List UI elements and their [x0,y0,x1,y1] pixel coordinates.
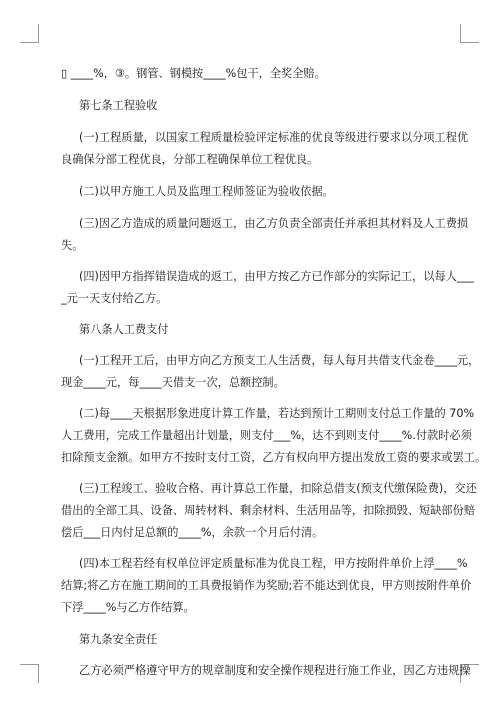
crop-mark-top-right [460,24,479,43]
paragraph-line: 扣除预支金额。如甲方不按时支付工资，乙方有权向甲方提出发放工资的要求或罢工。 [61,451,487,464]
paragraph-line: (四)本工程若经有权单位评定质量标准为优良工程，甲方按附件单价上浮____% [79,557,468,570]
crop-mark-bottom-left [20,664,39,683]
paragraph-line: (三)工程竣工、验收合格、再计算总工作量，扣除总借支(预支代缴保险费)，交还 [79,482,477,495]
paragraph-line: (四)因甲方指挥错误造成的返工，由甲方按乙方已作部分的实际记工，以每人___ [79,270,474,283]
paragraph-line: 结算;将乙方在施工期间的工具费报销作为奖励;若不能达到优良，甲方则按附件单价 [61,579,472,592]
paragraph-line: 借出的全部工具、设备、周转材料、剩余材料、生活用品等，扣除损毁、短缺部份赔 [61,504,475,517]
paragraph-line: (一)工程质量，以国家工程质量检验评定标准的优良等级进行要求以分项工程优 [79,131,469,144]
paragraph-line: (三)因乙方造成的质量问题返工，由乙方负责全部责任并承担其材料及人工费损 [79,217,469,230]
paragraph-line: 人工费用，完成工作量超出计划量，则支付___%，达不到则支付____%.付款时必须 [61,429,472,442]
paragraph-line: 乙方必须严格遵守甲方的规章制度和安全操作规程进行施工作业，因乙方违规操 [79,664,471,677]
section-heading-article-9: 第九条安全责任 [79,633,158,646]
paragraph-line: _元一天支付给乙方。 [61,292,168,305]
section-heading-article-8: 第八条人工费支付 [79,323,169,336]
section-heading-article-7: 第七条工程验收 [79,99,158,112]
paragraph-line: 良确保分部工程优良，分部工程确保单位工程优良。 [61,153,319,166]
paragraph-line: 偿后___日内付足总额的____%，余款一个月后付清。 [61,526,324,539]
paragraph-line: 失。 [61,239,84,252]
paragraph-line: 下浮____%与乙方作结算。 [61,601,195,614]
text-line-continuation: ▯ ____%，③。钢管、钢模按____%包干，全奖全赔。 [61,67,326,80]
paragraph-line: (一)工程开工后，由甲方向乙方预支工人生活费，每人每月共借支代金卷____元， [79,354,480,367]
crop-mark-top-left [20,24,39,43]
paragraph-line: 现金____元，每____天借支一次，总额控制。 [61,376,285,389]
paragraph-line: (二)每____天根据形象进度计算工作量，若达到预计工期则支付总工作量的 70% [79,407,475,420]
paragraph-line: (二)以甲方施工人员及监理工程师签证为验收依据。 [79,185,334,198]
